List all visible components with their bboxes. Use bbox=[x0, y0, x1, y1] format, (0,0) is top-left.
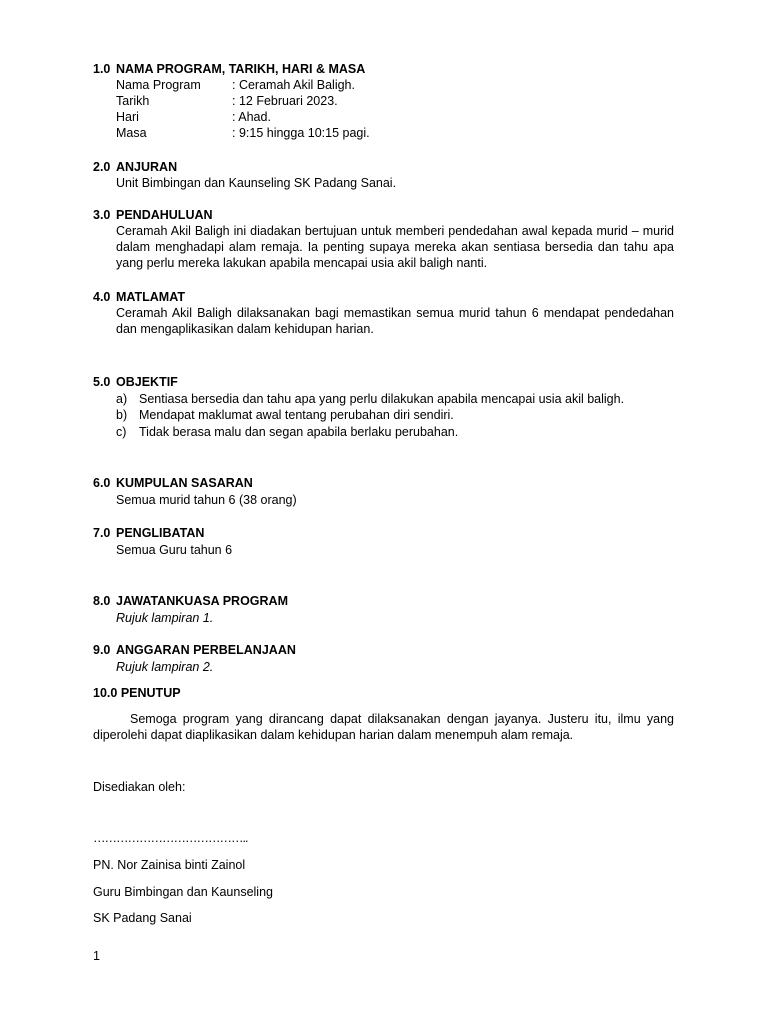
detail-row-day bbox=[116, 109, 271, 125]
section-3-title: PENDAHULUAN bbox=[116, 208, 213, 222]
section-10-title: PENUTUP bbox=[120, 686, 181, 700]
detail-row-time bbox=[116, 125, 370, 141]
signatory-role: Guru Bimbingan dan Kaunseling bbox=[93, 885, 273, 899]
signatory-name: PN. Nor Zainisa binti Zainol bbox=[93, 858, 246, 872]
section-4-text: Ceramah Akil Baligh dilaksanakan bagi memastikan semua murid tahun 6 mendapat pendedahan dan mengaplikasikan dalam kehidupan harian. bbox=[116, 306, 674, 336]
section-8-number: 8.0 bbox=[93, 594, 111, 608]
section-7-text: Semua Guru tahun 6 bbox=[116, 543, 233, 557]
detail-label: Masa bbox=[116, 126, 147, 140]
detail-value: : 9:15 hingga 10:15 pagi. bbox=[232, 126, 370, 140]
section-2-text: Unit Bimbingan dan Kaunseling SK Padang Sanai. bbox=[116, 176, 397, 190]
section-6-title: KUMPULAN SASARAN bbox=[116, 476, 253, 490]
detail-label: Nama Program bbox=[116, 78, 201, 92]
list-text: Sentiasa bersedia dan tahu apa yang perlu dilakukan apabila mencapai usia akil baligh. bbox=[139, 392, 625, 406]
detail-row-program bbox=[116, 77, 355, 93]
section-4-title: MATLAMAT bbox=[116, 290, 185, 304]
section-7-title: PENGLIBATAN bbox=[116, 526, 205, 540]
list-marker: c) bbox=[116, 425, 127, 439]
list-marker: b) bbox=[116, 408, 128, 422]
section-3-text: Ceramah Akil Baligh ini diadakan bertujuan untuk memberi pendedahan awal kepada murid – murid dalam menghadapi alam remaja. Ia penting supaya mereka akan sentiasa bersedia dan tahu apa yang perlu mereka lakukan apabila mencapai usia akil baligh nanti. bbox=[116, 224, 674, 270]
section-3-number: 3.0 bbox=[93, 208, 111, 222]
section-8-title: JAWATANKUASA PROGRAM bbox=[116, 594, 288, 608]
section-2-title: ANJURAN bbox=[116, 160, 178, 174]
objective-item bbox=[116, 407, 454, 423]
section-6-number: 6.0 bbox=[93, 476, 111, 490]
section-10-number bbox=[93, 685, 181, 701]
prepared-by-label: Disediakan oleh: bbox=[93, 780, 186, 794]
detail-label: Hari bbox=[116, 110, 139, 124]
section-8-text: Rujuk lampiran 1. bbox=[116, 611, 214, 625]
list-text: Mendapat maklumat awal tentang perubahan diri sendiri. bbox=[139, 408, 454, 422]
detail-value: : 12 Februari 2023. bbox=[232, 94, 338, 108]
section-2-number: 2.0 bbox=[93, 160, 111, 174]
section-9-title: ANGGARAN PERBELANJAAN bbox=[116, 643, 296, 657]
detail-row-date bbox=[116, 93, 338, 109]
detail-value: : Ceramah Akil Baligh. bbox=[232, 78, 355, 92]
objective-item bbox=[116, 424, 458, 440]
school-name: SK Padang Sanai bbox=[93, 911, 192, 925]
section-10-num: 10.0 bbox=[93, 686, 118, 700]
section-4-number: 4.0 bbox=[93, 290, 111, 304]
section-1-title: NAMA PROGRAM, TARIKH, HARI & MASA bbox=[116, 62, 366, 76]
page-number: 1 bbox=[93, 949, 100, 963]
list-marker: a) bbox=[116, 392, 128, 406]
detail-label: Tarikh bbox=[116, 94, 150, 108]
section-7-number: 7.0 bbox=[93, 526, 111, 540]
section-5-title: OBJEKTIF bbox=[116, 375, 178, 389]
signature-line: ………………………………….. bbox=[93, 831, 248, 845]
section-1-number: 1.0 bbox=[93, 62, 111, 76]
section-9-text: Rujuk lampiran 2. bbox=[116, 660, 214, 674]
list-text: Tidak berasa malu dan segan apabila berlaku perubahan. bbox=[139, 425, 459, 439]
objective-item bbox=[116, 391, 624, 407]
section-10-text: Semoga program yang dirancang dapat dilaksanakan dengan jayanya. Justeru itu, ilmu yang diperolehi dapat diaplikasikan dalam kehidupan harian dalam menempuh alam remaja. bbox=[93, 712, 674, 742]
section-9-number: 9.0 bbox=[93, 643, 111, 657]
section-6-text: Semua murid tahun 6 (38 orang) bbox=[116, 493, 297, 507]
detail-value: : Ahad. bbox=[232, 110, 271, 124]
section-5-number: 5.0 bbox=[93, 375, 111, 389]
